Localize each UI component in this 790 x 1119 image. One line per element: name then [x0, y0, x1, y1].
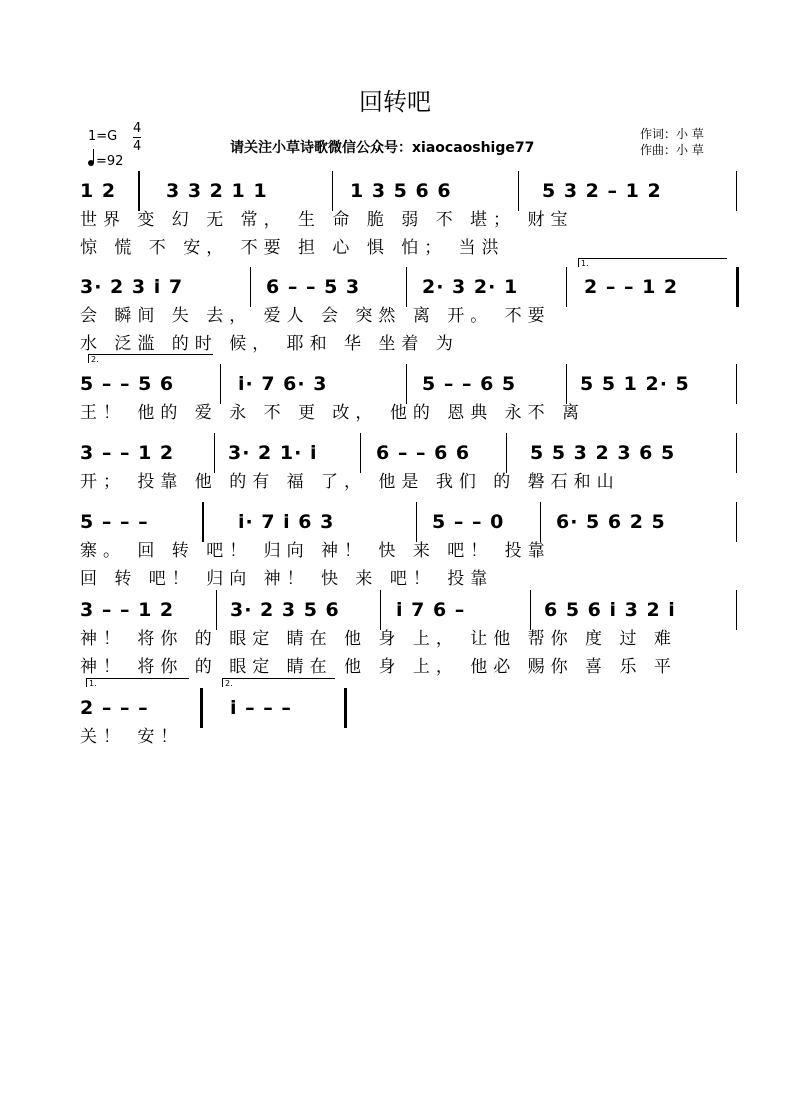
lyric-line: 水 泛滥 的时 候， 耶和 华 坐着 为 — [80, 334, 459, 353]
measure: 6 – – 5 3 — [266, 276, 361, 298]
volta-bracket: 2. — [88, 354, 213, 363]
measure: 3 – – 1 2 — [80, 442, 175, 464]
volta-bracket: 2. — [222, 678, 335, 687]
time-signature — [133, 120, 141, 155]
measure: 3· 2 3 i 7 — [80, 276, 184, 298]
tempo-mark — [88, 154, 123, 169]
measure: 5 – – 6 5 — [422, 373, 517, 395]
measure: i 7 6 – — [396, 599, 466, 621]
measure: 5 – – – — [80, 511, 149, 533]
credits — [640, 126, 704, 158]
key-signature: 1=G — [88, 129, 118, 144]
measure: 1 3 5 6 6 — [350, 180, 452, 202]
lyric-line: 开； 投靠 他 的有 福 了， 他是 我们 的 磐石和山 — [80, 472, 620, 491]
measure: 5 – – 0 — [432, 511, 505, 533]
meter-denominator: 4 — [133, 139, 142, 154]
lyric-line: 寨。 回 转 吧！ 归向 神！ 快 来 吧！ 投靠 — [80, 541, 551, 560]
tempo-value: =92 — [96, 154, 124, 169]
measure: 6 – – 6 6 — [376, 442, 471, 464]
measure: i – – – — [230, 697, 292, 719]
lyricist: 作词：小 草 — [640, 127, 704, 141]
volta-bracket: 1. — [578, 258, 727, 267]
measure: 3· 2 1· i — [228, 442, 318, 464]
song-title: 回转吧 — [359, 88, 431, 116]
volta-bracket: 1. — [86, 678, 189, 687]
lyric-line: 回 转 吧！ 归向 神！ 快 来 吧！ 投靠 — [80, 569, 494, 588]
measure: 3· 2 3 5 6 — [230, 599, 340, 621]
measure: 5 – – 5 6 — [80, 373, 175, 395]
measure: 2 – – – — [80, 697, 149, 719]
measure: 6 5 6 i 3 2 i — [544, 599, 676, 621]
lyric-line: 世界 变 幻 无 常， 生 命 脆 弱 不 堪； 财宝 — [80, 210, 574, 229]
lyric-line: 神！ 将你 的 眼定 睛在 他 身 上， 他必 赐你 喜 乐 平 — [80, 657, 677, 676]
measure: 3 – – 1 2 — [80, 599, 175, 621]
measure: i· 7 i 6 3 — [238, 511, 335, 533]
measure: 5 5 1 2· 5 — [580, 373, 690, 395]
measure: 5 3 2 – 1 2 — [542, 180, 662, 202]
measure: 1 2 — [80, 180, 117, 202]
measure: 5 5 3 2 3 6 5 — [530, 442, 676, 464]
meter-numerator: 4 — [133, 121, 142, 136]
lyric-line: 神！ 将你 的 眼定 睛在 他 身 上， 让他 帮你 度 过 难 — [80, 629, 677, 648]
composer: 作曲：小 草 — [640, 143, 704, 157]
measure: i· 7 6· 3 — [238, 373, 328, 395]
quarter-note-icon — [88, 160, 94, 166]
measure: 2· 3 2· 1 — [422, 276, 519, 298]
lyric-line: 会 瞬间 失 去， 爱人 会 突然 离 开。 不要 — [80, 306, 551, 325]
measure: 2 – – 1 2 — [584, 276, 679, 298]
wechat-notice: 请关注小草诗歌微信公众号：xiaocaoshige77 — [230, 140, 535, 156]
measure: 6· 5 6 2 5 — [556, 511, 666, 533]
lyric-line: 关！ 安！ — [80, 727, 184, 746]
lyric-line: 惊 慌 不 安， 不要 担 心 惧 怕； 当洪 — [80, 238, 505, 257]
lyric-line: 王！ 他的 爱 永 不 更 改， 他的 恩典 永不 离 — [80, 403, 586, 422]
measure: 3 3 2 1 1 — [166, 180, 268, 202]
